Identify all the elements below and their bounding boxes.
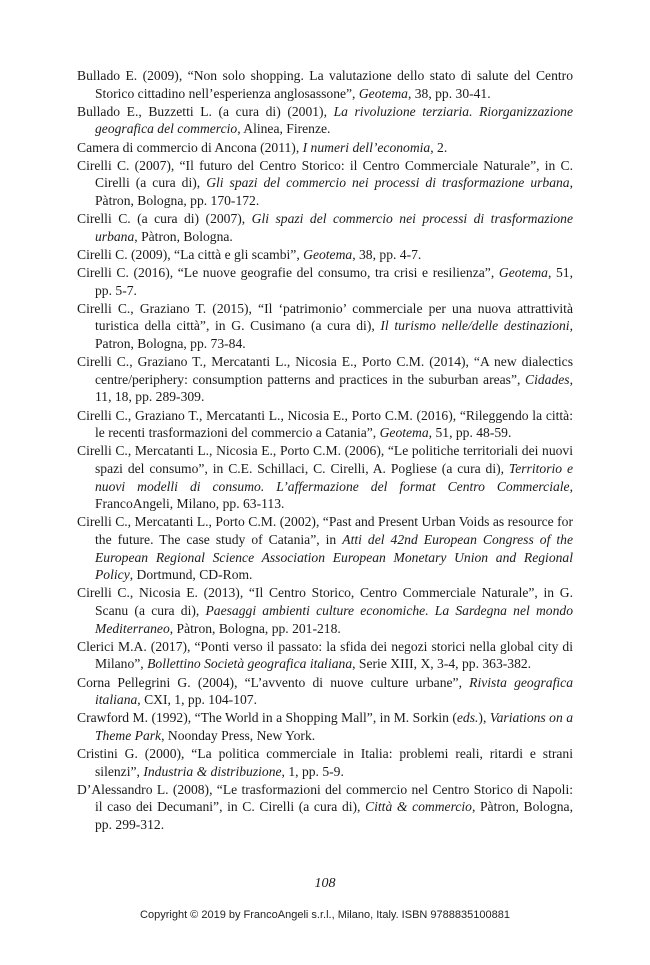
reference-text: , 51, pp. 48-59. (428, 425, 512, 441)
reference-italic-text: Il turismo nelle/delle destinazioni (380, 318, 570, 334)
reference-text: Cirelli C. (a cura di) (2007), (77, 211, 252, 227)
reference-list (77, 67, 573, 834)
reference-text: , 51, pp. 5-7. (95, 265, 573, 298)
reference-text: , CXI, 1, pp. 104-107. (137, 692, 257, 708)
reference-italic-text: Geotema (379, 425, 429, 441)
page-number: 108 (314, 876, 336, 891)
reference-entry (77, 709, 573, 744)
reference-italic-text: La rivoluzione terziaria. Riorganizzazione geografica del commercio (95, 103, 573, 137)
reference-text: , Serie XIII, X, 3-4, pp. 363-382. (352, 656, 532, 672)
reference-text: Cirelli C., Mercatanti L., Nicosia E., Porto C.M. (2006), “Le politiche territoriali dei nuovi spazi del consumo”, in C.E. Schillaci, C. Cirelli, A. Pogliese (a cura di), (77, 443, 573, 476)
reference-text: , 38, pp. 4-7. (352, 246, 422, 262)
reference-entry (77, 157, 573, 210)
reference-text: , 2. (430, 139, 448, 155)
reference-text: D’Alessandro L. (2008), “Le trasformazioni del commercio nel Centro Storico di Napoli: il caso dei Decumani”, in C. Cirelli (a cura di), (77, 781, 573, 815)
reference-italic-text: Geotema (303, 246, 353, 262)
reference-text: Cirelli C. (2016), “Le nuove geografie del consumo, tra crisi e resilienza”, (77, 265, 499, 281)
reference-text: Cirelli C., Graziano T., Mercatanti L., Nicosia E., Porto C.M. (2016), “Rileggendo la città: le recenti trasformazioni del commercio a Catania”, (77, 407, 573, 441)
reference-text: Bullado E., Buzzetti L. (a cura di) (2001), (77, 103, 334, 119)
reference-entry (77, 210, 573, 245)
reference-italic-text: Città & commercio (365, 799, 472, 815)
reference-text: Clerici M.A. (2017), “Ponti verso il passato: la sfida dei negozi storici nella global city di Milano”, (77, 638, 573, 672)
reference-text: , Pàtron, Bologna, pp. 299-312. (95, 799, 573, 833)
reference-entry (77, 103, 573, 138)
reference-italic-text: Geotema (498, 265, 548, 281)
reference-italic-text: Industria & distribuzione (143, 763, 282, 779)
reference-italic-text: eds. (456, 710, 479, 726)
reference-italic-text: Atti del 42nd European Congress of the European Regional Science Association European Monetary Union and Regional Policy (95, 531, 573, 583)
reference-text: Camera di commercio di Ancona (2011), (77, 139, 303, 155)
reference-text: , FrancoAngeli, Milano, pp. 63-113. (95, 478, 573, 512)
reference-text: Cirelli C., Mercatanti L., Porto C.M. (2002), “Past and Present Urban Voids as resource for the future. The case study of Catania”, in (77, 514, 573, 547)
reference-text: , Alinea, Firenze. (237, 121, 331, 137)
reference-entry (77, 67, 573, 102)
reference-text: , Pàtron, Bologna, pp. 201-218. (169, 620, 341, 636)
reference-entry (77, 781, 573, 834)
reference-entry (77, 139, 573, 157)
reference-text: Bullado E. (2009), “Non solo shopping. La valutazione dello stato di salute del Centro Storico cittadino nell’esperienza anglosassone”, (77, 68, 573, 101)
reference-text: , 11, 18, pp. 289-309. (95, 371, 573, 405)
reference-entry (77, 674, 573, 709)
reference-text: , Pàtron, Bologna, pp. 170-172. (95, 175, 573, 208)
reference-text: , Patron, Bologna, pp. 73-84. (95, 318, 573, 352)
reference-text: , Dortmund, CD-Rom. (129, 567, 253, 583)
reference-text: , Pàtron, Bologna. (134, 228, 233, 244)
reference-italic-text: Cidades (525, 371, 570, 387)
reference-italic-text: Gli spazi del commercio nei processi di trasformazione urbana (95, 211, 573, 244)
reference-entry (77, 246, 573, 264)
reference-italic-text: Bollettino Società geografica italiana (147, 656, 353, 672)
copyright-notice: Copyright © 2019 by FrancoAngeli s.r.l., Milano, Italy. ISBN 9788835100881 (140, 909, 510, 921)
reference-entry (77, 745, 573, 780)
reference-text: Cirelli C. (2007), “Il futuro del Centro Storico: il Centro Commerciale Naturale”, in C. Cirelli (a cura di), (77, 157, 573, 191)
reference-entry (77, 638, 573, 673)
reference-text: , 38, pp. 30-41. (407, 85, 491, 101)
reference-entry (77, 300, 573, 353)
reference-text: Crawford M. (1992), “The World in a Shopping Mall”, in M. Sorkin ( (77, 710, 457, 726)
reference-italic-text: Variations on a Theme Park (95, 710, 574, 743)
reference-text: Cirelli C., Graziano T., Mercatanti L., Nicosia E., Porto C.M. (2014), “A new dialectics centre/periphery: consumption patterns and practices in the suburban areas”, (77, 354, 573, 387)
reference-text: Cirelli C., Nicosia E. (2013), “Il Centro Storico, Centro Commerciale Naturale”, in G. Scanu (a cura di), (77, 585, 573, 618)
reference-italic-text: Territorio e nuovi modelli di consumo. L’affermazione del format Centro Commerciale (95, 461, 573, 494)
reference-entry (77, 353, 573, 406)
reference-italic-text: Rivista geografica italiana (95, 674, 573, 708)
reference-text: Cirelli C., Graziano T. (2015), “Il ‘patrimonio’ commerciale per una nuova attrattività turistica della città”, in G. Cusimano (a cura di), (77, 300, 573, 334)
reference-text: , Noonday Press, New York. (161, 727, 316, 743)
reference-entry (77, 584, 573, 637)
reference-text: Cirelli C. (2009), “La città e gli scambi”, (77, 246, 304, 262)
reference-text: Corna Pellegrini G. (2004), “L’avvento di nuove culture urbane”, (77, 674, 470, 690)
reference-italic-text: Gli spazi del commercio nei processi di trasformazione urbana (206, 175, 570, 191)
reference-italic-text: Geotema (358, 85, 408, 101)
reference-text: ), (478, 710, 490, 726)
reference-italic-text: Paesaggi ambienti culture economiche. La Sardegna nel mondo Mediterraneo (95, 602, 573, 636)
reference-entry (77, 264, 573, 299)
reference-entry (77, 407, 573, 442)
reference-entry (77, 442, 573, 512)
reference-italic-text: I numeri dell’economia (302, 139, 431, 155)
reference-text: Cristini G. (2000), “La politica commerciale in Italia: problemi reali, ritardi e strani silenzi”, (77, 746, 573, 779)
reference-entry (77, 513, 573, 583)
reference-text: , 1, pp. 5-9. (281, 763, 344, 779)
